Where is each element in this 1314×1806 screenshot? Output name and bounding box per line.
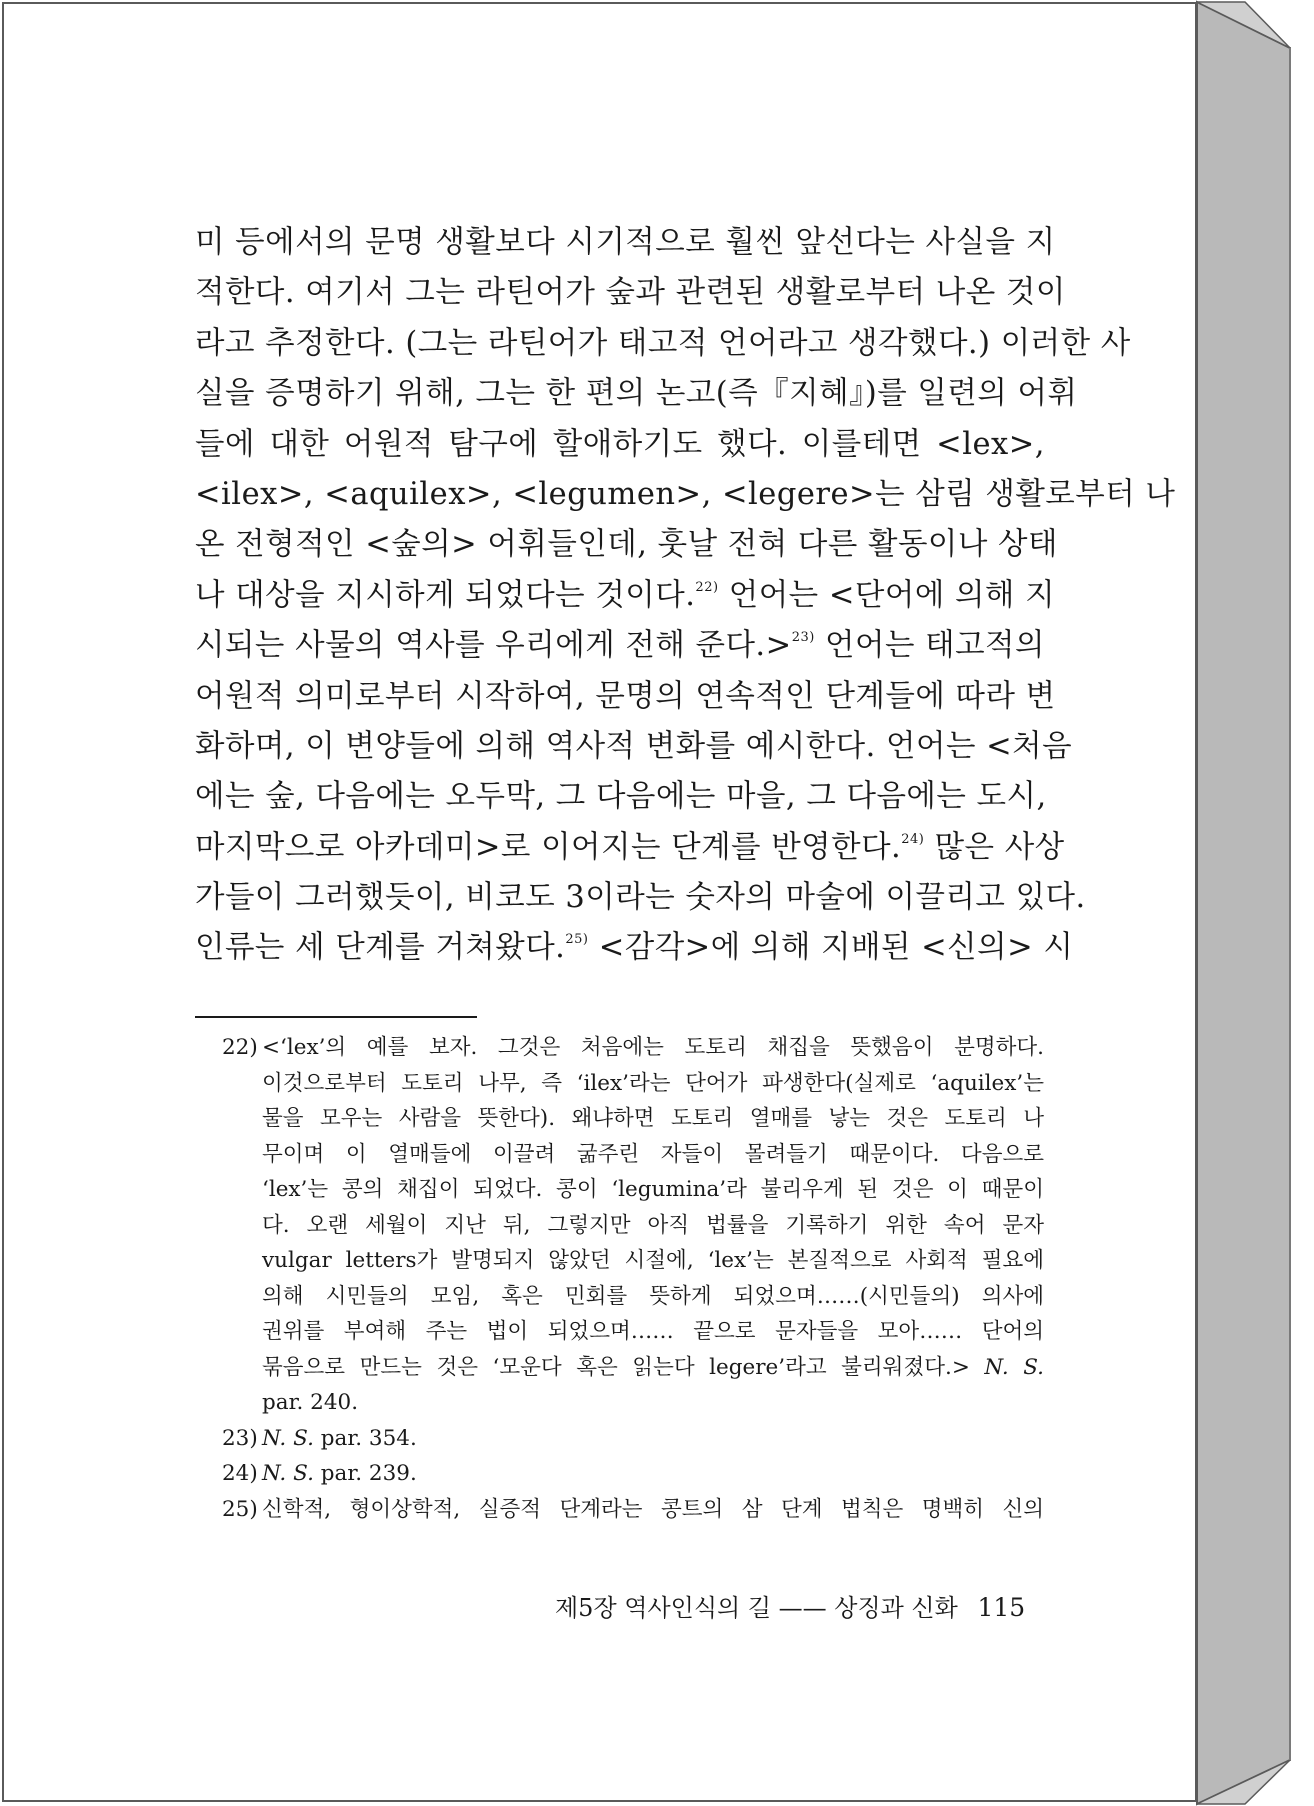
footnote-source-ref: N. S.	[262, 1461, 314, 1486]
footnote-rule	[195, 1016, 477, 1018]
chapter-title: 제5장 역사인식의 길 —— 상징과 신화	[555, 1594, 958, 1622]
footnote-line	[222, 1350, 1044, 1386]
body-text-segment: 인류는 세 단계를 거쳐왔다.	[195, 930, 566, 966]
body-line	[195, 571, 1056, 621]
footnote-text	[262, 1421, 1044, 1457]
body-line: 적한다. 여기서 그는 라틴어가 숲과 관련된 생활로부터 나온 것이	[195, 275, 1066, 311]
footnotes	[222, 1030, 1044, 1527]
footnote-mark-25: 25)	[565, 932, 589, 948]
footnote-text: <‘lex’의 예를 보자. 그것은 처음에는 도토리 채집을 뜻했음이 분명하다.	[262, 1035, 1044, 1060]
body-text-segment: 마지막으로 아카데미>로 이어지는 단계를 반영한다.	[195, 829, 902, 865]
footnote-paragraph: par. 239.	[320, 1461, 417, 1486]
body-text-segment: <감각>에 의해 지배된 <신의> 시	[598, 930, 1074, 966]
footnote-source-ref: N. S.	[984, 1354, 1044, 1380]
body-text-segment: 언어는 태고적의	[825, 628, 1045, 664]
footnote-line: par. 240.	[262, 1390, 359, 1415]
body-line: 미 등에서의 문명 생활보다 시기적으로 훨씬 앞선다는 사실을 지	[195, 225, 1056, 260]
footnote-number: 25)	[222, 1496, 258, 1522]
body-text-segment: 시되는 사물의 역사를 우리에게 전해 준다.>	[195, 628, 792, 664]
body-line: <ilex>, <aquilex>, <legumen>, <legere>는 삼림 생활로부터 나	[195, 476, 1176, 512]
body-text-segment: 언어는 <단어에 의해 지	[728, 577, 1056, 613]
body-line: 실을 증명하기 위해, 그는 한 편의 논고(즉『지혜』)를 일련의 어휘	[195, 376, 1078, 412]
body-text	[195, 218, 1176, 974]
footnote-mark-22: 22)	[695, 579, 719, 595]
footnote-number: 22)	[222, 1035, 258, 1060]
body-line	[195, 923, 1074, 973]
footnote-line: 다. 오랜 세월이 지난 뒤, 그렇지만 아직 법률을 기록하기 위한 속어 문자	[262, 1212, 1044, 1238]
footnote-paragraph: par. 354.	[320, 1425, 417, 1451]
footnote-line: 권위를 부여해 주는 법이 되었으며…… 끝으로 문자들을 모아…… 단어의	[262, 1319, 1044, 1344]
footnote-first-line	[222, 1030, 1044, 1066]
footnote-23	[222, 1421, 1044, 1457]
footnote-number: 23)	[222, 1425, 258, 1451]
footnote-mark-23: 23)	[791, 630, 815, 646]
footnote-25	[222, 1492, 1044, 1528]
footnote-line: vulgar letters가 발명되지 않았던 시절에, ‘lex’는 본질적으로 사회적 필요에	[262, 1248, 1044, 1273]
body-line: 어원적 의미로부터 시작하여, 문명의 연속적인 단계들에 따라 변	[195, 678, 1056, 714]
footnote-line: 물을 모우는 사람을 뜻한다). 왜냐하면 도토리 열매를 낳는 것은 도토리 나	[262, 1106, 1044, 1131]
footnote-number: 24)	[222, 1461, 258, 1486]
body-line	[195, 621, 1045, 671]
body-line: 온 전형적인 <숲의> 어휘들인데, 훗날 전혀 다른 활동이나 상태	[195, 527, 1058, 563]
body-line	[195, 823, 1065, 873]
footnote-source-ref: N. S.	[262, 1425, 314, 1451]
body-line: 에는 숲, 다음에는 오두막, 그 다음에는 마을, 그 다음에는 도시,	[195, 779, 1047, 815]
running-footer	[555, 1588, 1026, 1623]
footnote-text	[262, 1456, 1044, 1492]
footnote-text-segment: 묶음으로 만드는 것은 ‘모운다 혹은 읽는다 legere’라고 불리워졌다.>	[262, 1354, 970, 1380]
body-text-segment: 많은 사상	[934, 829, 1065, 865]
footnote-24	[222, 1456, 1044, 1492]
body-line: 라고 추정한다. (그는 라틴어가 태고적 언어라고 생각했다.) 이러한 사	[195, 325, 1131, 361]
footnote-line: ‘lex’는 콩의 채집이 되었다. 콩이 ‘legumina’라 불리우게 된 것은 이 때문이	[262, 1177, 1044, 1202]
body-line: 가들이 그러했듯이, 비코도 3이라는 숫자의 마술에 이끌리고 있다.	[195, 880, 1086, 916]
page-number: 115	[977, 1593, 1026, 1622]
footnote-22	[222, 1030, 1044, 1421]
body-text-segment: 나 대상을 지시하게 되었다는 것이다.	[195, 577, 696, 613]
footnote-line: 의해 시민들의 모임, 혹은 민회를 뜻하게 되었으며……(시민들의) 의사에	[262, 1283, 1044, 1309]
body-line: 들에 대한 어원적 탐구에 할애하기도 했다. 이를테면 <lex>,	[195, 426, 1045, 462]
footnote-line: 이것으로부터 도토리 나무, 즉 ‘ilex’라는 단어가 파생한다(실제로 ‘aquilex’는	[262, 1070, 1044, 1096]
body-line: 화하며, 이 변양들에 의해 역사적 변화를 예시한다. 언어는 <처음	[195, 728, 1073, 764]
footnote-mark-24: 24)	[901, 831, 925, 847]
footnote-line: 무이며 이 열매들에 이끌려 굶주린 자들이 몰려들기 때문이다. 다음으로	[262, 1141, 1044, 1167]
footnote-text: 신학적, 형이상학적, 실증적 단계라는 콩트의 삼 단계 법칙은 명백히 신의	[262, 1496, 1044, 1522]
